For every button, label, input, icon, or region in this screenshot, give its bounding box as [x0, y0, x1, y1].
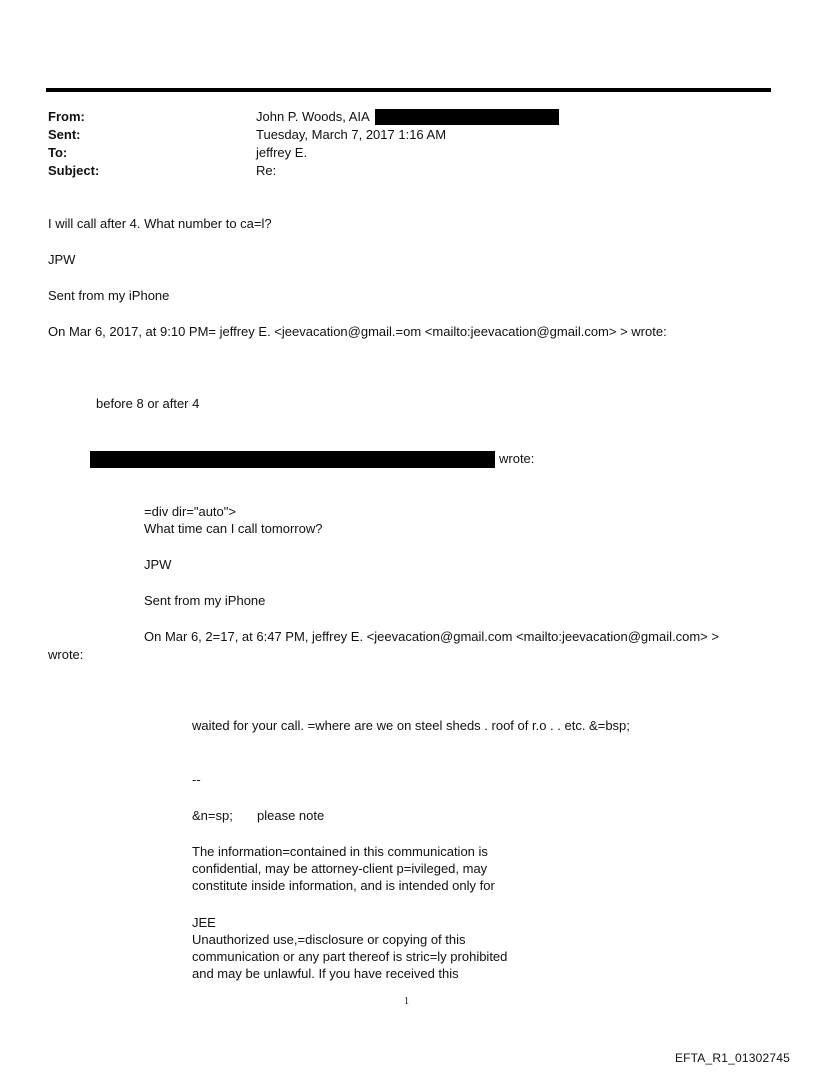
subject-value: Re: [256, 163, 277, 178]
document-id: EFTA_R1_01302745 [674, 1051, 790, 1065]
header-rule [46, 88, 771, 92]
sent-from-line: Sent from my iPhone [144, 593, 266, 608]
to-value: jeffrey E. [256, 145, 308, 160]
please-note: please note [257, 808, 325, 823]
reply-line: before 8 or after 4 [96, 396, 200, 411]
redaction-box [90, 451, 495, 468]
disclaimer-line: confidential, may be attorney-client p=ivileged, may [192, 861, 488, 876]
page-number: 1 [404, 996, 409, 1007]
from-value: John P. Woods, AIA [256, 109, 370, 124]
disclaimer-line: communication or any part thereof is stric=ly prohibited [192, 949, 508, 964]
jee-line: JEE [192, 915, 216, 930]
from-label: From: [48, 109, 85, 124]
wrote-label: wrote: [48, 647, 84, 662]
sent-from-line: Sent from my iPhone [48, 288, 170, 303]
disclaimer-line: constitute inside information, and is intended only for [192, 878, 495, 893]
subject-label: Subject: [48, 163, 100, 178]
sent-label: Sent: [48, 127, 81, 142]
redaction-box [375, 109, 559, 125]
message-line: waited for your call. =where are we on steel sheds . roof of r.o . . etc. &=bsp; [192, 718, 630, 733]
signature: JPW [48, 252, 76, 267]
div-tag-line: =div dir="auto"> [144, 504, 236, 519]
separator-dashes: -- [192, 772, 201, 787]
question-line: What time can I call tomorrow? [144, 521, 323, 536]
disclaimer-line: and may be unlawful. If you have received this [192, 966, 459, 981]
disclaimer-line: Unauthorized use,=disclosure or copying of this [192, 932, 466, 947]
message-line: I will call after 4. What number to ca=l? [48, 216, 272, 231]
sent-value: Tuesday, March 7, 2017 1:16 AM [256, 127, 447, 142]
nbsp-entity: &n=sp; [192, 808, 233, 823]
quote-intro: On Mar 6, 2=17, at 6:47 PM, jeffrey E. <jeevacation@gmail.com <mailto:jeevacation@gmail.com> > [144, 629, 719, 644]
wrote-label: wrote: [499, 451, 535, 466]
disclaimer-line: The information=contained in this communication is [192, 844, 488, 859]
to-label: To: [48, 145, 68, 160]
signature: JPW [144, 557, 172, 572]
quote-intro: On Mar 6, 2017, at 9:10 PM= jeffrey E. <jeevacation@gmail.=om <mailto:jeevacation@gmail.com> > wrote: [48, 324, 667, 339]
